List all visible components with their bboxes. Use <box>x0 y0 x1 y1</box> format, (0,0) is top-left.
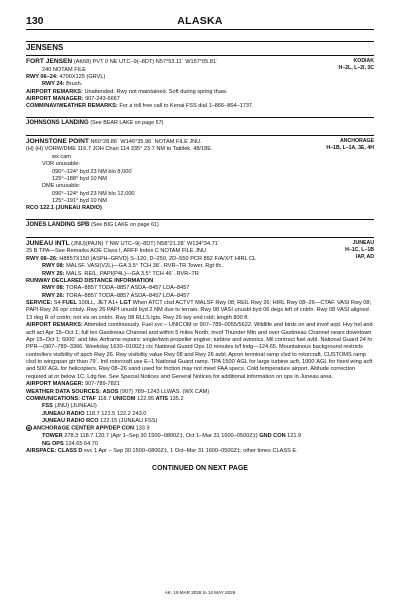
comm-line <box>26 103 324 110</box>
rco-label: JUNEAU RADIO RCO <box>42 418 99 425</box>
airport-line-2: 25 B TPA—See Remarks AOE Class I, ARFF Index C NOTAM FILE JNU <box>26 248 206 255</box>
communications-label: COMMUNICATIONS: <box>26 395 80 402</box>
runway-26-line <box>26 271 324 278</box>
fuel-text: 100LL, JET A1+ <box>78 300 119 307</box>
lgt-label: LGT <box>119 300 132 307</box>
radar-marker-icon: R <box>27 426 31 432</box>
section-juneau <box>26 237 374 456</box>
airspace-label: AIRSPACE: CLASS D <box>26 448 83 455</box>
comm-label: COMM/NAV/WEATHER REMARKS: <box>26 103 118 110</box>
section-jones-landing <box>26 219 374 229</box>
chart-refs-johnstone <box>326 138 374 152</box>
ng-ops-text: 124.65 64.70 <box>65 440 98 447</box>
continued-notice: CONTINUED ON NEXT PAGE <box>152 465 248 473</box>
airspace-line <box>26 448 374 455</box>
runway-end-label: RWY 24: <box>42 81 65 88</box>
declared-26-text: TORA–8857 TODA–8857 ASDA–8457 LDA–8457 <box>65 292 190 299</box>
declared-08-line <box>26 285 324 292</box>
fuel-label: FUEL <box>62 300 77 307</box>
section-title-text: JONES LANDING SPB <box>26 221 90 228</box>
weather-line <box>26 389 374 396</box>
weather-label: WEATHER DATA SOURCES: <box>26 388 101 395</box>
chart-ref: ANCHORAGE <box>339 137 374 144</box>
cross-reference: (See BIG LAKE on page 61) <box>91 221 159 228</box>
weather-asos: ASOS <box>102 388 119 395</box>
airport-info: (JNU)(PAJN) 7 NW UTC–9(–8DT) N58°21.28´ W134°34.71´ <box>71 240 220 247</box>
runway-line <box>26 256 324 263</box>
section-title-text: JOHNSONS LANDING <box>26 119 89 126</box>
divider <box>26 237 374 238</box>
ctaf-text: 118.7 <box>97 395 112 402</box>
gnd-text: 121.9 <box>287 433 302 440</box>
section-johnsons-landing <box>26 117 374 127</box>
service-text: When ATCT clsd ACTVT MALSF Rwy 08; REIL Rwy 26; HIRL Rwy 08–26—CTAF. VASI Rwy 08; PAPI Rwy 26 opr cntsly. Rwy 26 PAPI unusbl byd 2 NM due to terrain. Rwy 08 VASI unusbl byd 06 degs left of cntrln. Rwy 08 VASI aligned 13 deg R of cntrln; not vis on cntrln. Rwy 08 RLLS lgts. Rwy 26 twy end rstd; length 800 ft. <box>26 300 372 321</box>
comm-text: For a toll free call to Kenai FSS dial 1–866–864–1737. <box>119 103 254 110</box>
chart-ref: IAP, AD <box>355 253 374 260</box>
page-header <box>26 14 374 30</box>
section-title-johnsons-landing <box>26 117 374 127</box>
declared-08-label: RWY 08: <box>42 285 65 292</box>
chart-ref: H–1B, L–1A, 3E, 4H <box>326 144 374 151</box>
airport-line-1 <box>26 58 324 67</box>
navaid-title-line <box>26 138 324 147</box>
declared-08-text: TORA–8857 TODA–8857 ASDA–8457 LDA–8457 <box>65 285 190 292</box>
declared-26-label: RWY 26: <box>42 292 65 299</box>
navaid-entry-johnstone-point <box>26 138 374 213</box>
airport-name: FORT JENSEN <box>26 57 73 65</box>
manager-line <box>26 96 324 103</box>
remarks-text: Attended continuously. Fuel svc – UNICOM or 907–789–0055/5622. Wildlife and birds on and invof arpt. Hvy hel and acft act Apr 15–Oct 1; full len Gastineau Channel and within 5 miles North; invof Thunder Mtn and over Gastineau Channel nears downtown Apr 15–Oct 1; 6000´ and blw. Airframe repairs: single/twin propeller engine; turbine and avionics. Mil contract fuel avbl. National Guard 24 hr PPR—(907–789–3366. Weekday 1630–0100Z‡ ctc National Guard Ops 10 minutes b/f lndg—124.65. Mountainous background restricts controllers visibility of apch Rwy 26. Rwy visibility value Rwy 08 and Rwy 26 avbl. Apron terminal ramp clsd to rotorcraft. CUSTOMS ramp clsd to wingspan gtr than 79´. Intl rotorcraft use E–1 National Guard ramp. TPA 1500´AGL for large turbine acft, 1000´AGL for fixed wing acft and 500´AGL for helicopters. Rwy 08–26 sand used for friction may not meet FAA specs. Cold temperature airport. Altitude correction required at or below 1C. Ldg fee. See Special Notices and General Notices for additional information on ops in Juneau area. <box>26 322 373 380</box>
fss-label: FSS <box>42 403 53 410</box>
manager-text: 907-243-6667 <box>85 96 120 102</box>
remarks-label: AIRPORT REMARKS: <box>26 322 83 329</box>
navaid-name: JOHNSTONE POINT <box>26 137 89 145</box>
tower-text: 278.3 118.7 120.7 (Apr 1–Sep 30 1500–0800Z‡, Oct 1–Mar 31 1600–0500Z‡) <box>64 433 258 440</box>
declared-distance-heading: RUNWAY DECLARED DISTANCE INFORMATION <box>26 277 154 284</box>
divider <box>26 135 374 136</box>
runway-26-label: RWY 26: <box>42 270 65 277</box>
manager-label: AIRPORT MANAGER: <box>26 96 84 102</box>
unicom-label: UNICOM <box>112 395 136 402</box>
state-title: ALASKA <box>177 15 223 27</box>
radio-label: JUNEAU RADIO <box>42 410 85 417</box>
fss-line <box>26 403 374 410</box>
fss-text: (JNU) (JUNEAU) <box>54 403 97 410</box>
navaid-line: RCO 122.1 (JUNEAU RADIO) <box>26 205 102 212</box>
navaid-line: DME unusable: <box>42 183 81 190</box>
chart-refs-fort-jensen <box>339 58 374 72</box>
app-dep-line <box>26 425 374 433</box>
airport-entry-juneau <box>26 240 374 300</box>
page-footer: AK, 19 MAR 2026 to 14 MAY 2026 <box>164 590 236 595</box>
manager-label: AIRPORT MANAGER: <box>26 381 84 388</box>
communications-line <box>26 396 374 403</box>
chart-ref: KODIAK <box>353 57 374 64</box>
manager-line <box>26 381 374 388</box>
gnd-label: GND CON <box>259 433 286 440</box>
navaid-line: 125°–188° byd 10 NM <box>52 175 107 182</box>
airport-line-1 <box>26 240 324 249</box>
remarks-label: AIRPORT REMARKS: <box>26 88 83 95</box>
section-johnstone-point <box>26 135 374 213</box>
weather-text: (907) 789–1243 LLWAS. (WX CAM) <box>119 388 210 395</box>
declared-26-line <box>26 293 324 300</box>
runway-26-text: MALS. REIL. PAPI(P4L)—GA 3.5° TCH 46´. RVR–TR <box>66 270 199 277</box>
runway-end-line <box>26 81 324 88</box>
service-s: S4 <box>53 300 61 307</box>
navaid-line: 125°–191° byd 10 NM <box>52 198 107 205</box>
atis-text: 135.2 <box>169 395 184 402</box>
runway-text: H8857X150 (ASPH–GRVD) S–120, D–250, 2D–550 PCR 892 F/A/X/T HIRL CL <box>59 255 257 262</box>
runway-text: 4700X125 (GRVL) <box>59 73 106 80</box>
radio-text: 118.7 121.5 122.2 243.0 <box>86 410 147 417</box>
rco-line <box>26 418 374 425</box>
runway-label: RWY 08–26: <box>26 255 58 262</box>
content <box>26 41 374 474</box>
ng-ops-line <box>26 441 374 448</box>
manager-text: 907-789-7821 <box>85 381 120 388</box>
navaid-line: wx cam <box>52 153 71 160</box>
runway-08-label: RWY 08: <box>42 263 65 270</box>
chart-ref: H–2L, L–2I, 3C <box>338 64 374 71</box>
runway-label: RWY 06–24: <box>26 73 58 80</box>
navaid-line: VOR unusable: <box>42 161 80 168</box>
runway-line <box>26 74 324 81</box>
airport-line-2: 240 NOTAM FILE <box>42 66 87 73</box>
section-title-jensens: JENSENS <box>26 41 374 53</box>
airport-name: JUNEAU INTL <box>26 239 70 247</box>
radio-line <box>26 411 374 418</box>
service-label: SERVICE: <box>26 300 53 307</box>
airport-info: (AK68) PVT 0 NE UTC–9(–8DT) N57°53.11´ W157°05.81´ <box>73 58 218 65</box>
navaid-position: N60°28.86´ W146°35.96´ NOTAM FILE JNU. <box>90 138 202 145</box>
atis-label: ATIS <box>155 395 168 402</box>
service-paragraph <box>26 300 374 322</box>
app-dep-label: ANCHORAGE CENTER APP/DEP CON <box>33 425 135 432</box>
ctaf-label: CTAF <box>81 395 97 402</box>
cross-reference: (See BEAR LAKE on page 57) <box>90 119 164 126</box>
navaid-line: 090°–124° byd 23 NM blo 12,000´ <box>52 190 137 197</box>
chart-refs-juneau <box>345 240 374 261</box>
chart-ref: JUNEAU <box>352 239 374 246</box>
navaid-line: (H) (H) VORW/DME 116.7 JOH Chan 114 335° 23.7 NM to Tatitlek. 48/18E. <box>26 146 213 153</box>
remarks-line <box>26 89 324 96</box>
runway-08-line <box>26 263 324 270</box>
chart-ref: H–1C, L–1B <box>345 246 374 253</box>
remarks-text: Unattended. Rwy not maintained. Soft during spring thaw. <box>84 88 228 95</box>
section-jensens <box>26 41 374 111</box>
rco-text: 122.15 (JUNEAU FSS) <box>100 418 158 425</box>
divider <box>26 55 374 56</box>
airport-entry-fort-jensen <box>26 58 374 111</box>
unicom-text: 122.95 <box>137 395 155 402</box>
navaid-line: 090°–124° byd 23 NM blo 8,000´ <box>52 168 134 175</box>
page-number: 130 <box>26 15 44 27</box>
remarks-paragraph <box>26 322 374 381</box>
ng-ops-label: NG OPS <box>42 440 64 447</box>
tower-line <box>26 433 374 440</box>
tower-label: TOWER <box>42 433 63 440</box>
airspace-text: svc 1 Apr – Sep 30 1500–0800Z‡, 1 Oct–Mar 31 1600–0500Z‡; other times CLASS E. <box>84 448 298 455</box>
runway-end-text: Brush. <box>66 81 83 88</box>
section-title-jones-landing <box>26 219 374 229</box>
app-dep-text: 133.9 <box>135 425 150 432</box>
runway-08-text: MALSF. VASI(V2L)—GA 3.5° TCH 38´. RVR–TR Tower. Rgt tfc. <box>66 263 224 270</box>
